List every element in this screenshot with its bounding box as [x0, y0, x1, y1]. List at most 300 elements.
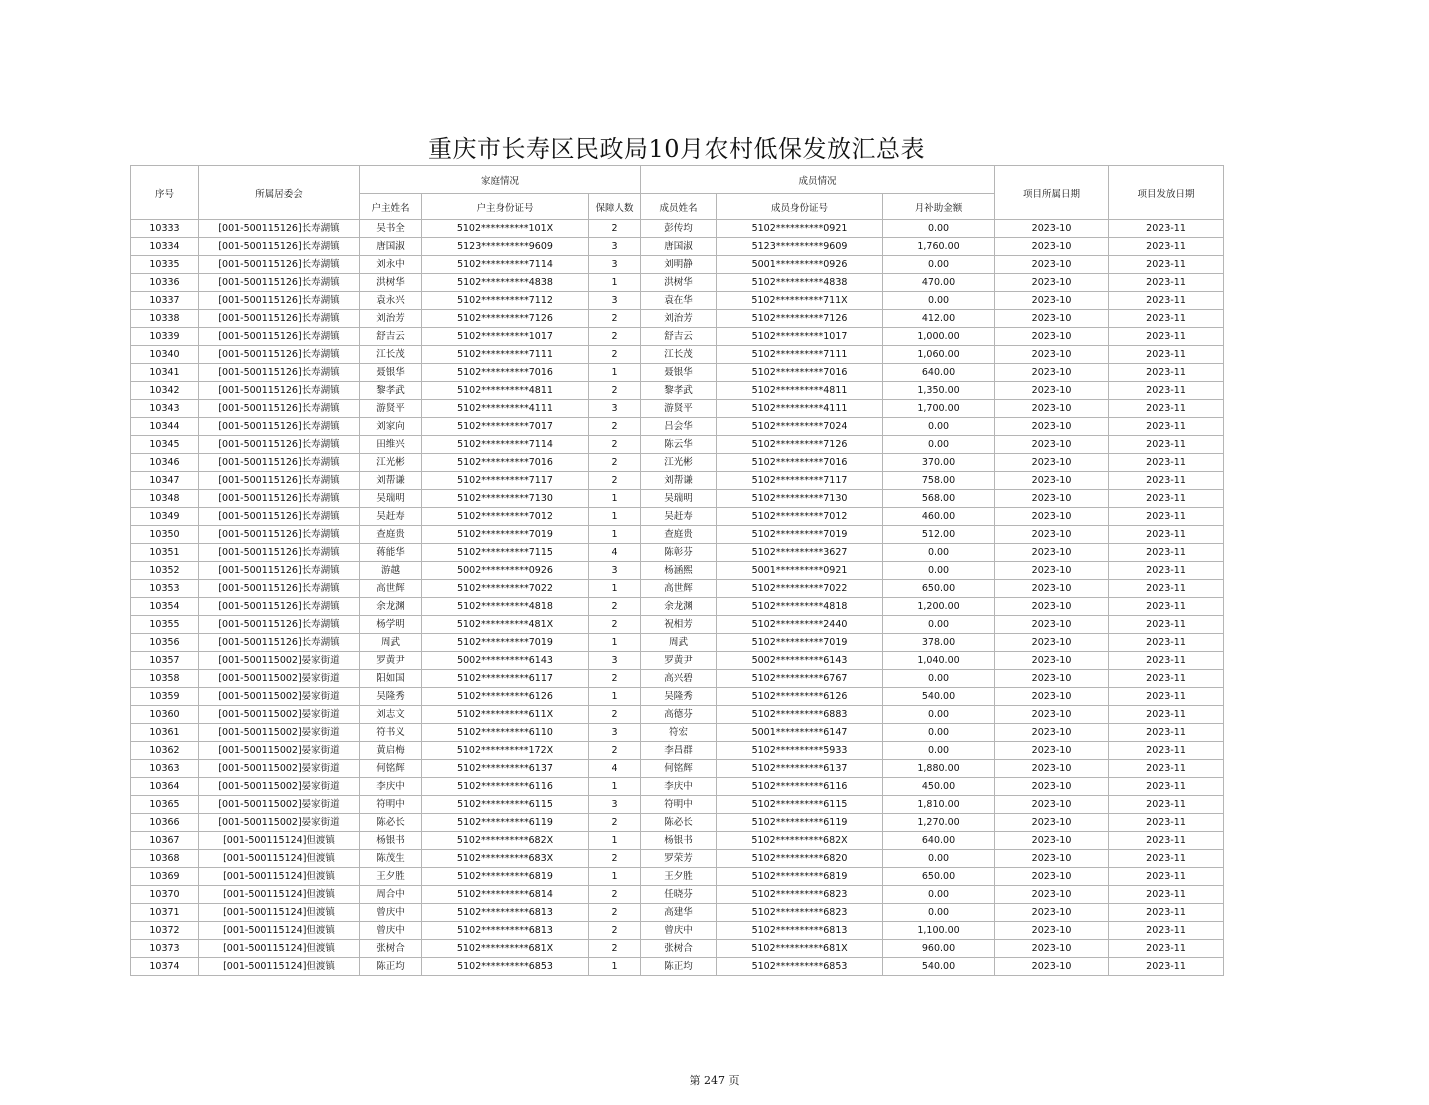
member-name-cell: 曾庆中 — [641, 922, 717, 940]
issue-month-cell: 2023-11 — [1109, 652, 1224, 670]
member-name-cell: 洪树华 — [641, 274, 717, 292]
project-month-cell: 2023-10 — [995, 418, 1109, 436]
seq-cell: 10363 — [131, 760, 199, 778]
project-month-cell: 2023-10 — [995, 238, 1109, 256]
insured-count-cell: 2 — [589, 418, 641, 436]
householder-id-cell: 5102**********6116 — [422, 778, 589, 796]
member-id-cell: 5001**********0921 — [717, 562, 883, 580]
member-name-cell: 陈必长 — [641, 814, 717, 832]
issue-month-cell: 2023-11 — [1109, 364, 1224, 382]
table-row — [131, 526, 1224, 544]
insured-count-cell: 1 — [589, 868, 641, 886]
table-row — [131, 418, 1224, 436]
monthly-amount-cell: 512.00 — [883, 526, 995, 544]
committee-cell: [001-500115126]长寿湖镇 — [199, 256, 360, 274]
member-name-cell: 江光彬 — [641, 454, 717, 472]
insured-count-cell: 2 — [589, 328, 641, 346]
committee-cell: [001-500115124]但渡镇 — [199, 940, 360, 958]
member-id-cell: 5102**********7024 — [717, 418, 883, 436]
project-month-cell: 2023-10 — [995, 958, 1109, 976]
member-name-cell: 刘治芳 — [641, 310, 717, 328]
table-row — [131, 616, 1224, 634]
householder-cell: 吴书全 — [360, 220, 422, 238]
table-row — [131, 310, 1224, 328]
table-row — [131, 958, 1224, 976]
householder-cell: 杨学明 — [360, 616, 422, 634]
seq-cell: 10357 — [131, 652, 199, 670]
insured-count-cell: 2 — [589, 940, 641, 958]
insured-count-cell: 2 — [589, 814, 641, 832]
seq-cell: 10368 — [131, 850, 199, 868]
insured-count-cell: 3 — [589, 562, 641, 580]
householder-cell: 周武 — [360, 634, 422, 652]
insured-count-cell: 2 — [589, 220, 641, 238]
committee-cell: [001-500115126]长寿湖镇 — [199, 274, 360, 292]
member-name-cell: 高德芬 — [641, 706, 717, 724]
householder-id-cell: 5102**********7016 — [422, 364, 589, 382]
member-name-cell: 江长茂 — [641, 346, 717, 364]
insured-count-cell: 4 — [589, 760, 641, 778]
monthly-amount-cell: 0.00 — [883, 904, 995, 922]
member-id-cell: 5102**********1017 — [717, 328, 883, 346]
issue-month-cell: 2023-11 — [1109, 814, 1224, 832]
member-name-cell: 何铭辉 — [641, 760, 717, 778]
member-name-cell: 聂银华 — [641, 364, 717, 382]
householder-cell: 陈必长 — [360, 814, 422, 832]
householder-cell: 陈茂生 — [360, 850, 422, 868]
insured-count-cell: 4 — [589, 544, 641, 562]
householder-cell: 江光彬 — [360, 454, 422, 472]
table-row — [131, 220, 1224, 238]
householder-id-cell: 5002**********0926 — [422, 562, 589, 580]
table-row — [131, 688, 1224, 706]
householder-id-cell: 5102**********6813 — [422, 904, 589, 922]
committee-cell: [001-500115126]长寿湖镇 — [199, 598, 360, 616]
table-row — [131, 940, 1224, 958]
committee-cell: [001-500115002]晏家街道 — [199, 706, 360, 724]
member-id-cell: 5102**********6767 — [717, 670, 883, 688]
insured-count-cell: 1 — [589, 508, 641, 526]
issue-month-cell: 2023-11 — [1109, 706, 1224, 724]
member-name-cell: 李昌群 — [641, 742, 717, 760]
table-row — [131, 328, 1224, 346]
insured-count-cell: 2 — [589, 742, 641, 760]
householder-id-cell: 5102**********7017 — [422, 418, 589, 436]
issue-month-cell: 2023-11 — [1109, 832, 1224, 850]
committee-cell: [001-500115126]长寿湖镇 — [199, 400, 360, 418]
member-id-cell: 5102**********6823 — [717, 904, 883, 922]
member-id-cell: 5102**********7126 — [717, 310, 883, 328]
monthly-amount-cell: 650.00 — [883, 868, 995, 886]
member-name-cell: 杨涵熙 — [641, 562, 717, 580]
monthly-amount-cell: 0.00 — [883, 418, 995, 436]
project-month-cell: 2023-10 — [995, 616, 1109, 634]
project-month-cell: 2023-10 — [995, 832, 1109, 850]
committee-cell: [001-500115002]晏家街道 — [199, 724, 360, 742]
table-body — [131, 220, 1224, 976]
householder-cell: 陈正均 — [360, 958, 422, 976]
householder-cell: 罗黄尹 — [360, 652, 422, 670]
householder-id-cell: 5102**********7130 — [422, 490, 589, 508]
householder-id-cell: 5102**********7112 — [422, 292, 589, 310]
monthly-amount-cell: 0.00 — [883, 616, 995, 634]
householder-cell: 舒吉云 — [360, 328, 422, 346]
insured-count-cell: 2 — [589, 616, 641, 634]
member-name-cell: 高建华 — [641, 904, 717, 922]
householder-id-cell: 5102**********172X — [422, 742, 589, 760]
member-id-cell: 5102**********711X — [717, 292, 883, 310]
insured-count-cell: 3 — [589, 400, 641, 418]
table-row — [131, 580, 1224, 598]
member-id-cell: 5102**********681X — [717, 940, 883, 958]
householder-id-cell: 5102**********7115 — [422, 544, 589, 562]
issue-month-cell: 2023-11 — [1109, 850, 1224, 868]
member-id-cell: 5102**********7019 — [717, 634, 883, 652]
member-name-cell: 唐国淑 — [641, 238, 717, 256]
header-committee: 所属居委会 — [199, 166, 360, 220]
member-id-cell: 5102**********4111 — [717, 400, 883, 418]
householder-id-cell: 5102**********7114 — [422, 256, 589, 274]
householder-id-cell: 5102**********682X — [422, 832, 589, 850]
committee-cell: [001-500115126]长寿湖镇 — [199, 580, 360, 598]
householder-cell: 聂银华 — [360, 364, 422, 382]
seq-cell: 10372 — [131, 922, 199, 940]
table-row — [131, 922, 1224, 940]
member-name-cell: 查庭贵 — [641, 526, 717, 544]
committee-cell: [001-500115126]长寿湖镇 — [199, 292, 360, 310]
monthly-amount-cell: 0.00 — [883, 220, 995, 238]
householder-cell: 唐国淑 — [360, 238, 422, 256]
committee-cell: [001-500115002]晏家街道 — [199, 760, 360, 778]
insured-count-cell: 3 — [589, 256, 641, 274]
table-row — [131, 598, 1224, 616]
insured-count-cell: 2 — [589, 850, 641, 868]
seq-cell: 10370 — [131, 886, 199, 904]
project-month-cell: 2023-10 — [995, 436, 1109, 454]
committee-cell: [001-500115124]但渡镇 — [199, 958, 360, 976]
householder-id-cell: 5102**********683X — [422, 850, 589, 868]
householder-id-cell: 5102**********4838 — [422, 274, 589, 292]
seq-cell: 10344 — [131, 418, 199, 436]
member-id-cell: 5102**********0921 — [717, 220, 883, 238]
committee-cell: [001-500115126]长寿湖镇 — [199, 418, 360, 436]
householder-id-cell: 5102**********611X — [422, 706, 589, 724]
issue-month-cell: 2023-11 — [1109, 274, 1224, 292]
project-month-cell: 2023-10 — [995, 724, 1109, 742]
member-id-cell: 5102**********7016 — [717, 364, 883, 382]
member-name-cell: 吴瑞明 — [641, 490, 717, 508]
householder-cell: 游贤平 — [360, 400, 422, 418]
householder-cell: 田维兴 — [360, 436, 422, 454]
member-id-cell: 5102**********5933 — [717, 742, 883, 760]
table-row — [131, 490, 1224, 508]
monthly-amount-cell: 0.00 — [883, 256, 995, 274]
committee-cell: [001-500115002]晏家街道 — [199, 814, 360, 832]
member-name-cell: 王夕胜 — [641, 868, 717, 886]
member-id-cell: 5001**********6147 — [717, 724, 883, 742]
issue-month-cell: 2023-11 — [1109, 562, 1224, 580]
monthly-amount-cell: 0.00 — [883, 742, 995, 760]
header-member-id: 成员身份证号 — [717, 194, 883, 220]
householder-cell: 曾庆中 — [360, 904, 422, 922]
table-row — [131, 508, 1224, 526]
householder-cell: 杨银书 — [360, 832, 422, 850]
monthly-amount-cell: 0.00 — [883, 562, 995, 580]
issue-month-cell: 2023-11 — [1109, 382, 1224, 400]
issue-month-cell: 2023-11 — [1109, 256, 1224, 274]
householder-id-cell: 5102**********481X — [422, 616, 589, 634]
insured-count-cell: 2 — [589, 886, 641, 904]
householder-id-cell: 5102**********6117 — [422, 670, 589, 688]
householder-id-cell: 5102**********7016 — [422, 454, 589, 472]
committee-cell: [001-500115126]长寿湖镇 — [199, 310, 360, 328]
member-name-cell: 吕会华 — [641, 418, 717, 436]
table-row — [131, 652, 1224, 670]
monthly-amount-cell: 650.00 — [883, 580, 995, 598]
issue-month-cell: 2023-11 — [1109, 922, 1224, 940]
member-id-cell: 5102**********6823 — [717, 886, 883, 904]
committee-cell: [001-500115124]但渡镇 — [199, 850, 360, 868]
member-name-cell: 舒吉云 — [641, 328, 717, 346]
monthly-amount-cell: 1,350.00 — [883, 382, 995, 400]
householder-cell: 吴瑞明 — [360, 490, 422, 508]
table-row — [131, 346, 1224, 364]
insured-count-cell: 2 — [589, 670, 641, 688]
monthly-amount-cell: 568.00 — [883, 490, 995, 508]
householder-id-cell: 5102**********7019 — [422, 634, 589, 652]
project-month-cell: 2023-10 — [995, 310, 1109, 328]
committee-cell: [001-500115126]长寿湖镇 — [199, 436, 360, 454]
seq-cell: 10366 — [131, 814, 199, 832]
project-month-cell: 2023-10 — [995, 220, 1109, 238]
table-row — [131, 742, 1224, 760]
seq-cell: 10333 — [131, 220, 199, 238]
member-id-cell: 5102**********7012 — [717, 508, 883, 526]
insured-count-cell: 1 — [589, 634, 641, 652]
insured-count-cell: 2 — [589, 310, 641, 328]
page-title: 重庆市长寿区民政局10月农村低保发放汇总表 — [427, 135, 926, 163]
committee-cell: [001-500115126]长寿湖镇 — [199, 454, 360, 472]
project-month-cell: 2023-10 — [995, 292, 1109, 310]
issue-month-cell: 2023-11 — [1109, 796, 1224, 814]
issue-month-cell: 2023-11 — [1109, 778, 1224, 796]
committee-cell: [001-500115124]但渡镇 — [199, 922, 360, 940]
member-name-cell: 李庆中 — [641, 778, 717, 796]
insured-count-cell: 1 — [589, 958, 641, 976]
householder-cell: 查庭贵 — [360, 526, 422, 544]
committee-cell: [001-500115126]长寿湖镇 — [199, 634, 360, 652]
householder-id-cell: 5102**********7114 — [422, 436, 589, 454]
seq-cell: 10337 — [131, 292, 199, 310]
member-name-cell: 罗黄尹 — [641, 652, 717, 670]
project-month-cell: 2023-10 — [995, 922, 1109, 940]
table-row — [131, 382, 1224, 400]
issue-month-cell: 2023-11 — [1109, 328, 1224, 346]
member-name-cell: 杨银书 — [641, 832, 717, 850]
table-row — [131, 796, 1224, 814]
monthly-amount-cell: 0.00 — [883, 436, 995, 454]
member-id-cell: 5102**********7126 — [717, 436, 883, 454]
member-id-cell: 5102**********4818 — [717, 598, 883, 616]
project-month-cell: 2023-10 — [995, 886, 1109, 904]
header-householder: 户主姓名 — [360, 194, 422, 220]
monthly-amount-cell: 0.00 — [883, 706, 995, 724]
member-name-cell: 陈彰芬 — [641, 544, 717, 562]
member-id-cell: 5102**********6115 — [717, 796, 883, 814]
insured-count-cell: 1 — [589, 778, 641, 796]
member-name-cell: 陈云华 — [641, 436, 717, 454]
householder-id-cell: 5102**********7012 — [422, 508, 589, 526]
committee-cell: [001-500115126]长寿湖镇 — [199, 364, 360, 382]
seq-cell: 10336 — [131, 274, 199, 292]
committee-cell: [001-500115126]长寿湖镇 — [199, 220, 360, 238]
member-id-cell: 5102**********6820 — [717, 850, 883, 868]
seq-cell: 10362 — [131, 742, 199, 760]
monthly-amount-cell: 0.00 — [883, 292, 995, 310]
insured-count-cell: 1 — [589, 364, 641, 382]
project-month-cell: 2023-10 — [995, 400, 1109, 418]
issue-month-cell: 2023-11 — [1109, 886, 1224, 904]
member-id-cell: 5102**********6126 — [717, 688, 883, 706]
monthly-amount-cell: 1,700.00 — [883, 400, 995, 418]
issue-month-cell: 2023-11 — [1109, 346, 1224, 364]
householder-id-cell: 5102**********6814 — [422, 886, 589, 904]
member-id-cell: 5102**********7019 — [717, 526, 883, 544]
page-number: 第 247 页 — [689, 1074, 740, 1087]
member-id-cell: 5102**********7022 — [717, 580, 883, 598]
issue-month-cell: 2023-11 — [1109, 940, 1224, 958]
header-insured-count: 保障人数 — [589, 194, 641, 220]
committee-cell: [001-500115002]晏家街道 — [199, 778, 360, 796]
seq-cell: 10361 — [131, 724, 199, 742]
issue-month-cell: 2023-11 — [1109, 580, 1224, 598]
monthly-amount-cell: 1,100.00 — [883, 922, 995, 940]
householder-id-cell: 5102**********6119 — [422, 814, 589, 832]
seq-cell: 10335 — [131, 256, 199, 274]
issue-month-cell: 2023-11 — [1109, 958, 1224, 976]
issue-month-cell: 2023-11 — [1109, 904, 1224, 922]
monthly-amount-cell: 540.00 — [883, 688, 995, 706]
project-month-cell: 2023-10 — [995, 472, 1109, 490]
project-month-cell: 2023-10 — [995, 508, 1109, 526]
relief-summary-table — [130, 165, 1224, 976]
insured-count-cell: 2 — [589, 346, 641, 364]
member-id-cell: 5102**********7117 — [717, 472, 883, 490]
project-month-cell: 2023-10 — [995, 634, 1109, 652]
table-row — [131, 238, 1224, 256]
table-row — [131, 850, 1224, 868]
seq-cell: 10339 — [131, 328, 199, 346]
issue-month-cell: 2023-11 — [1109, 868, 1224, 886]
monthly-amount-cell: 1,270.00 — [883, 814, 995, 832]
member-id-cell: 5102**********6137 — [717, 760, 883, 778]
member-id-cell: 5102**********7111 — [717, 346, 883, 364]
insured-count-cell: 2 — [589, 472, 641, 490]
householder-id-cell: 5102**********1017 — [422, 328, 589, 346]
committee-cell: [001-500115126]长寿湖镇 — [199, 346, 360, 364]
seq-cell: 10345 — [131, 436, 199, 454]
seq-cell: 10340 — [131, 346, 199, 364]
householder-cell: 黎孝武 — [360, 382, 422, 400]
member-id-cell: 5102**********6853 — [717, 958, 883, 976]
seq-cell: 10343 — [131, 400, 199, 418]
seq-cell: 10369 — [131, 868, 199, 886]
project-month-cell: 2023-10 — [995, 706, 1109, 724]
header-family-group: 家庭情况 — [360, 166, 641, 194]
householder-cell: 张树合 — [360, 940, 422, 958]
householder-id-cell: 5102**********7019 — [422, 526, 589, 544]
householder-cell: 符书义 — [360, 724, 422, 742]
project-month-cell: 2023-10 — [995, 490, 1109, 508]
table-row — [131, 886, 1224, 904]
table-row — [131, 832, 1224, 850]
project-month-cell: 2023-10 — [995, 688, 1109, 706]
insured-count-cell: 2 — [589, 904, 641, 922]
table-row — [131, 778, 1224, 796]
member-id-cell: 5102**********6813 — [717, 922, 883, 940]
member-id-cell: 5102**********4811 — [717, 382, 883, 400]
monthly-amount-cell: 1,040.00 — [883, 652, 995, 670]
seq-cell: 10353 — [131, 580, 199, 598]
householder-id-cell: 5102**********6819 — [422, 868, 589, 886]
insured-count-cell: 3 — [589, 724, 641, 742]
committee-cell: [001-500115124]但渡镇 — [199, 832, 360, 850]
member-id-cell: 5102**********6819 — [717, 868, 883, 886]
insured-count-cell: 1 — [589, 526, 641, 544]
header-project-month: 项目所属日期 — [995, 166, 1109, 220]
seq-cell: 10355 — [131, 616, 199, 634]
table-row — [131, 400, 1224, 418]
member-name-cell: 袁在华 — [641, 292, 717, 310]
seq-cell: 10346 — [131, 454, 199, 472]
insured-count-cell: 1 — [589, 688, 641, 706]
member-id-cell: 5102**********6119 — [717, 814, 883, 832]
project-month-cell: 2023-10 — [995, 904, 1109, 922]
issue-month-cell: 2023-11 — [1109, 490, 1224, 508]
issue-month-cell: 2023-11 — [1109, 742, 1224, 760]
member-name-cell: 周武 — [641, 634, 717, 652]
issue-month-cell: 2023-11 — [1109, 418, 1224, 436]
member-id-cell: 5102**********2440 — [717, 616, 883, 634]
issue-month-cell: 2023-11 — [1109, 526, 1224, 544]
member-id-cell: 5102**********6883 — [717, 706, 883, 724]
householder-id-cell: 5102**********6137 — [422, 760, 589, 778]
monthly-amount-cell: 1,060.00 — [883, 346, 995, 364]
table-row — [131, 364, 1224, 382]
project-month-cell: 2023-10 — [995, 544, 1109, 562]
table-row — [131, 670, 1224, 688]
householder-cell: 江长茂 — [360, 346, 422, 364]
seq-cell: 10348 — [131, 490, 199, 508]
member-name-cell: 任晓芬 — [641, 886, 717, 904]
committee-cell: [001-500115126]长寿湖镇 — [199, 508, 360, 526]
project-month-cell: 2023-10 — [995, 796, 1109, 814]
monthly-amount-cell: 0.00 — [883, 670, 995, 688]
project-month-cell: 2023-10 — [995, 814, 1109, 832]
issue-month-cell: 2023-11 — [1109, 616, 1224, 634]
householder-id-cell: 5123**********9609 — [422, 238, 589, 256]
householder-id-cell: 5102**********7117 — [422, 472, 589, 490]
member-id-cell: 5102**********7130 — [717, 490, 883, 508]
insured-count-cell: 1 — [589, 580, 641, 598]
seq-cell: 10358 — [131, 670, 199, 688]
monthly-amount-cell: 758.00 — [883, 472, 995, 490]
project-month-cell: 2023-10 — [995, 742, 1109, 760]
table-row — [131, 760, 1224, 778]
issue-month-cell: 2023-11 — [1109, 310, 1224, 328]
seq-cell: 10373 — [131, 940, 199, 958]
member-name-cell: 祝相芳 — [641, 616, 717, 634]
